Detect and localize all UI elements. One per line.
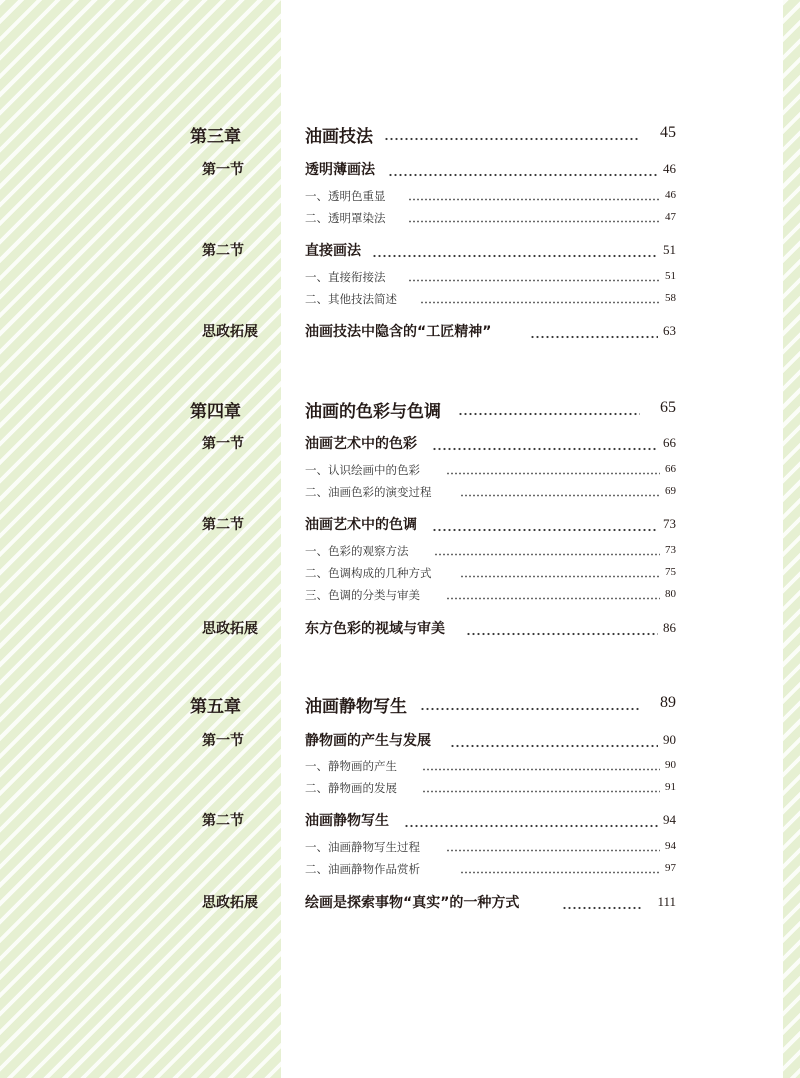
chapter-label: 第五章 xyxy=(190,697,241,717)
toc-item[interactable] xyxy=(0,484,800,502)
section-label: 第一节 xyxy=(202,733,244,749)
leader-dots xyxy=(422,758,660,776)
leader-dots xyxy=(432,514,658,536)
item-page: 58 xyxy=(665,292,676,304)
section-title: 油画艺术中的色调 xyxy=(305,517,417,533)
item-page: 46 xyxy=(665,189,676,201)
ideology-label: 思政拓展 xyxy=(202,621,258,637)
leader-dots xyxy=(530,321,658,343)
item-title: 一、油画静物写生过程 xyxy=(305,840,420,854)
ideology-title: 油画技法中隐含的“工匠精神” xyxy=(305,324,492,340)
item-title: 一、认识绘画中的色彩 xyxy=(305,463,420,477)
leader-dots xyxy=(420,291,660,309)
leader-dots xyxy=(408,210,660,228)
section-label: 第二节 xyxy=(202,517,244,533)
toc-section[interactable] xyxy=(0,433,800,455)
item-page: 66 xyxy=(665,463,676,475)
section-page: 66 xyxy=(663,435,676,450)
item-title: 三、色调的分类与审美 xyxy=(305,588,420,602)
item-title: 二、透明罩染法 xyxy=(305,211,386,225)
leader-dots xyxy=(446,839,660,857)
ideology-page: 111 xyxy=(657,894,676,909)
ideology-label: 思政拓展 xyxy=(202,895,258,911)
chapter-label: 第四章 xyxy=(190,402,241,422)
section-page: 90 xyxy=(663,732,676,747)
item-page: 80 xyxy=(665,588,676,600)
section-label: 第一节 xyxy=(202,436,244,452)
leader-dots xyxy=(446,587,660,605)
leader-dots xyxy=(458,397,640,423)
section-page: 46 xyxy=(663,161,676,176)
toc-section[interactable] xyxy=(0,730,800,752)
item-page: 69 xyxy=(665,485,676,497)
item-page: 90 xyxy=(665,759,676,771)
leader-dots xyxy=(434,543,660,561)
section-title: 油画艺术中的色彩 xyxy=(305,436,417,452)
toc-ideology-section[interactable] xyxy=(0,321,800,343)
item-page: 73 xyxy=(665,544,676,556)
toc-section[interactable] xyxy=(0,514,800,536)
leader-dots xyxy=(422,780,660,798)
leader-dots xyxy=(446,462,660,480)
item-page: 47 xyxy=(665,211,676,223)
item-title: 二、油画色彩的演变过程 xyxy=(305,485,432,499)
toc-item[interactable] xyxy=(0,462,800,480)
toc-ideology-section[interactable] xyxy=(0,618,800,640)
section-title: 透明薄画法 xyxy=(305,162,375,178)
ideology-title: 东方色彩的视域与审美 xyxy=(305,621,445,637)
toc-item[interactable] xyxy=(0,565,800,583)
toc-chapter-4[interactable] xyxy=(0,397,800,423)
toc-item[interactable] xyxy=(0,758,800,776)
toc-item[interactable] xyxy=(0,839,800,857)
chapter-page: 89 xyxy=(660,694,676,711)
toc-item[interactable] xyxy=(0,587,800,605)
chapter-title: 油画的色彩与色调 xyxy=(305,402,441,422)
item-page: 94 xyxy=(665,840,676,852)
toc-section[interactable] xyxy=(0,810,800,832)
section-title: 直接画法 xyxy=(305,243,361,259)
leader-dots xyxy=(408,269,660,287)
toc-item[interactable] xyxy=(0,188,800,206)
chapter-page: 45 xyxy=(660,124,676,141)
item-title: 一、色彩的观察方法 xyxy=(305,544,409,558)
section-label: 第一节 xyxy=(202,162,244,178)
item-title: 一、直接衔接法 xyxy=(305,270,386,284)
item-title: 二、其他技法简述 xyxy=(305,292,397,306)
item-page: 97 xyxy=(665,862,676,874)
toc-item[interactable] xyxy=(0,210,800,228)
leader-dots xyxy=(460,861,660,879)
toc-item[interactable] xyxy=(0,291,800,309)
leader-dots xyxy=(460,565,660,583)
item-page: 75 xyxy=(665,566,676,578)
toc-item[interactable] xyxy=(0,780,800,798)
item-title: 一、透明色重显 xyxy=(305,189,386,203)
item-page: 91 xyxy=(665,781,676,793)
ideology-page: 63 xyxy=(663,323,676,338)
item-title: 一、静物画的产生 xyxy=(305,759,397,773)
toc-chapter-3[interactable] xyxy=(0,122,800,148)
chapter-page: 65 xyxy=(660,399,676,416)
item-title: 二、油画静物作品赏析 xyxy=(305,862,420,876)
section-label: 第二节 xyxy=(202,243,244,259)
toc-section[interactable] xyxy=(0,240,800,262)
chapter-title: 油画技法 xyxy=(305,127,373,147)
section-title: 静物画的产生与发展 xyxy=(305,733,431,749)
section-page: 94 xyxy=(663,812,676,827)
toc-chapter-5[interactable] xyxy=(0,692,800,718)
toc-item[interactable] xyxy=(0,861,800,879)
toc-ideology-section[interactable] xyxy=(0,892,800,914)
leader-dots xyxy=(450,730,658,752)
leader-dots xyxy=(408,188,660,206)
chapter-label: 第三章 xyxy=(190,127,241,147)
leader-dots xyxy=(466,618,658,640)
leader-dots xyxy=(432,433,658,455)
leader-dots xyxy=(372,240,658,262)
toc-item[interactable] xyxy=(0,543,800,561)
ideology-title: 绘画是探索事物“真实”的一种方式 xyxy=(305,895,520,911)
leader-dots xyxy=(562,892,642,914)
ideology-page: 86 xyxy=(663,620,676,635)
section-page: 73 xyxy=(663,516,676,531)
item-title: 二、色调构成的几种方式 xyxy=(305,566,432,580)
item-title: 二、静物画的发展 xyxy=(305,781,397,795)
toc-item[interactable] xyxy=(0,269,800,287)
chapter-title: 油画静物写生 xyxy=(305,697,407,717)
section-page: 51 xyxy=(663,242,676,257)
leader-dots xyxy=(460,484,660,502)
leader-dots xyxy=(420,692,640,718)
leader-dots xyxy=(388,159,658,181)
section-label: 第二节 xyxy=(202,813,244,829)
toc-section[interactable] xyxy=(0,159,800,181)
leader-dots xyxy=(384,122,640,148)
ideology-label: 思政拓展 xyxy=(202,324,258,340)
leader-dots xyxy=(404,810,658,832)
section-title: 油画静物写生 xyxy=(305,813,389,829)
item-page: 51 xyxy=(665,270,676,282)
